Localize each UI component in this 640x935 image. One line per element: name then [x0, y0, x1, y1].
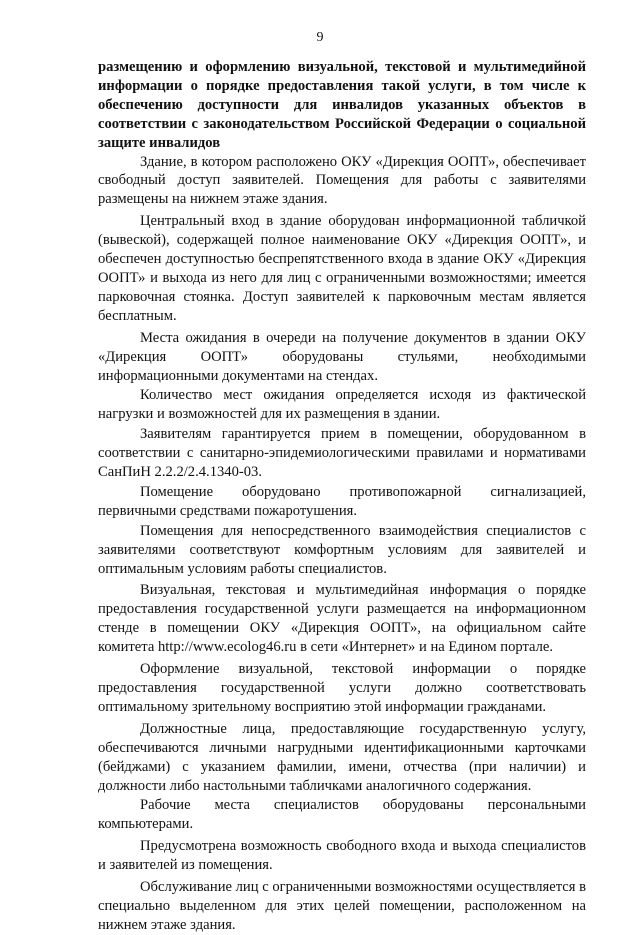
section-heading: размещению и оформлению визуальной, текстовой и мультимедийной информации о порядке предоставления такой услуги, в том числе к обеспечению доступности для инвалидов указанных объектов в соответствии с законодательством Российской Федерации о социальной защите инвалидов	[98, 59, 586, 151]
paragraph-disabled-service: Обслуживание лиц с ограниченными возможностями осуществляется в специально выделенном для этих целей помещении, расположенном на нижнем этаже здания.	[98, 879, 586, 933]
paragraph-staff-badges: Должностные лица, предоставляющие государственную услугу, обеспечиваются личными нагрудными идентификационными карточками (бейджами) с указанием фамилии, имени, отчества (при наличии) и должности либо настольными табличками аналогичного содержания.	[98, 720, 586, 794]
paragraph-fire-safety: Помещение оборудовано противопожарной сигнализацией, первичными средствами пожаротушения.	[98, 483, 586, 519]
paragraph-information-design: Оформление визуальной, текстовой информации о порядке предоставления государственной услуги должно соответствовать оптимальному зрительному восприятию этой информации гражданами.	[98, 661, 586, 715]
paragraph-central-entrance: Центральный вход в здание оборудован информационной табличкой (вывеской), содержащей полное наименование ОКУ «Дирекция ООПТ», и обеспечен доступностью беспрепятственного входа в здание ОКУ «Дирекция ООПТ» и выхода из него для лиц с ограниченными возможностями; имеется парковочная стоянка. Доступ заявителей к парковочным местам является бесплатным.	[98, 213, 586, 324]
paragraph-free-movement: Предусмотрена возможность свободного входа и выхода специалистов и заявителей из помещения.	[98, 838, 586, 874]
paragraph-information-placement: Визуальная, текстовая и мультимедийная информация о порядке предоставления государственной услуги размещается на информационном стенде в помещении ОКУ «Дирекция ООПТ», на официальном сайте комитета http://www.ecolog46.ru в сети «Интернет» и на Едином портале.	[98, 582, 586, 656]
paragraph-interaction-rooms: Помещения для непосредственного взаимодействия специалистов с заявителями соответствуют комфортным условиям для заявителей и оптимальным условиям работы специалистов.	[98, 522, 586, 577]
page-body	[98, 58, 586, 935]
paragraph-waiting-count: Количество мест ожидания определяется исходя из фактической нагрузки и возможностей для их размещения в здании.	[98, 387, 586, 423]
page-number: 9	[316, 30, 324, 45]
paragraph-workstations: Рабочие места специалистов оборудованы персональными компьютерами.	[98, 797, 586, 833]
paragraph-waiting-places: Места ожидания в очереди на получение документов в здании ОКУ «Дирекция ООПТ» оборудованы стульями, необходимыми информационными документами на стендах.	[98, 329, 586, 384]
paragraph-building-access: Здание, в котором расположено ОКУ «Дирекция ООПТ», обеспечивает свободный доступ заявителей. Помещения для работы с заявителями размещены на нижнем этаже здания.	[98, 153, 586, 208]
paragraph-sanitary-norms: Заявителям гарантируется прием в помещении, оборудованном в соответствии с санитарно-эпидемиологическими правилами и нормативами СанПиН 2.2.2/2.4.1340-03.	[98, 426, 586, 481]
